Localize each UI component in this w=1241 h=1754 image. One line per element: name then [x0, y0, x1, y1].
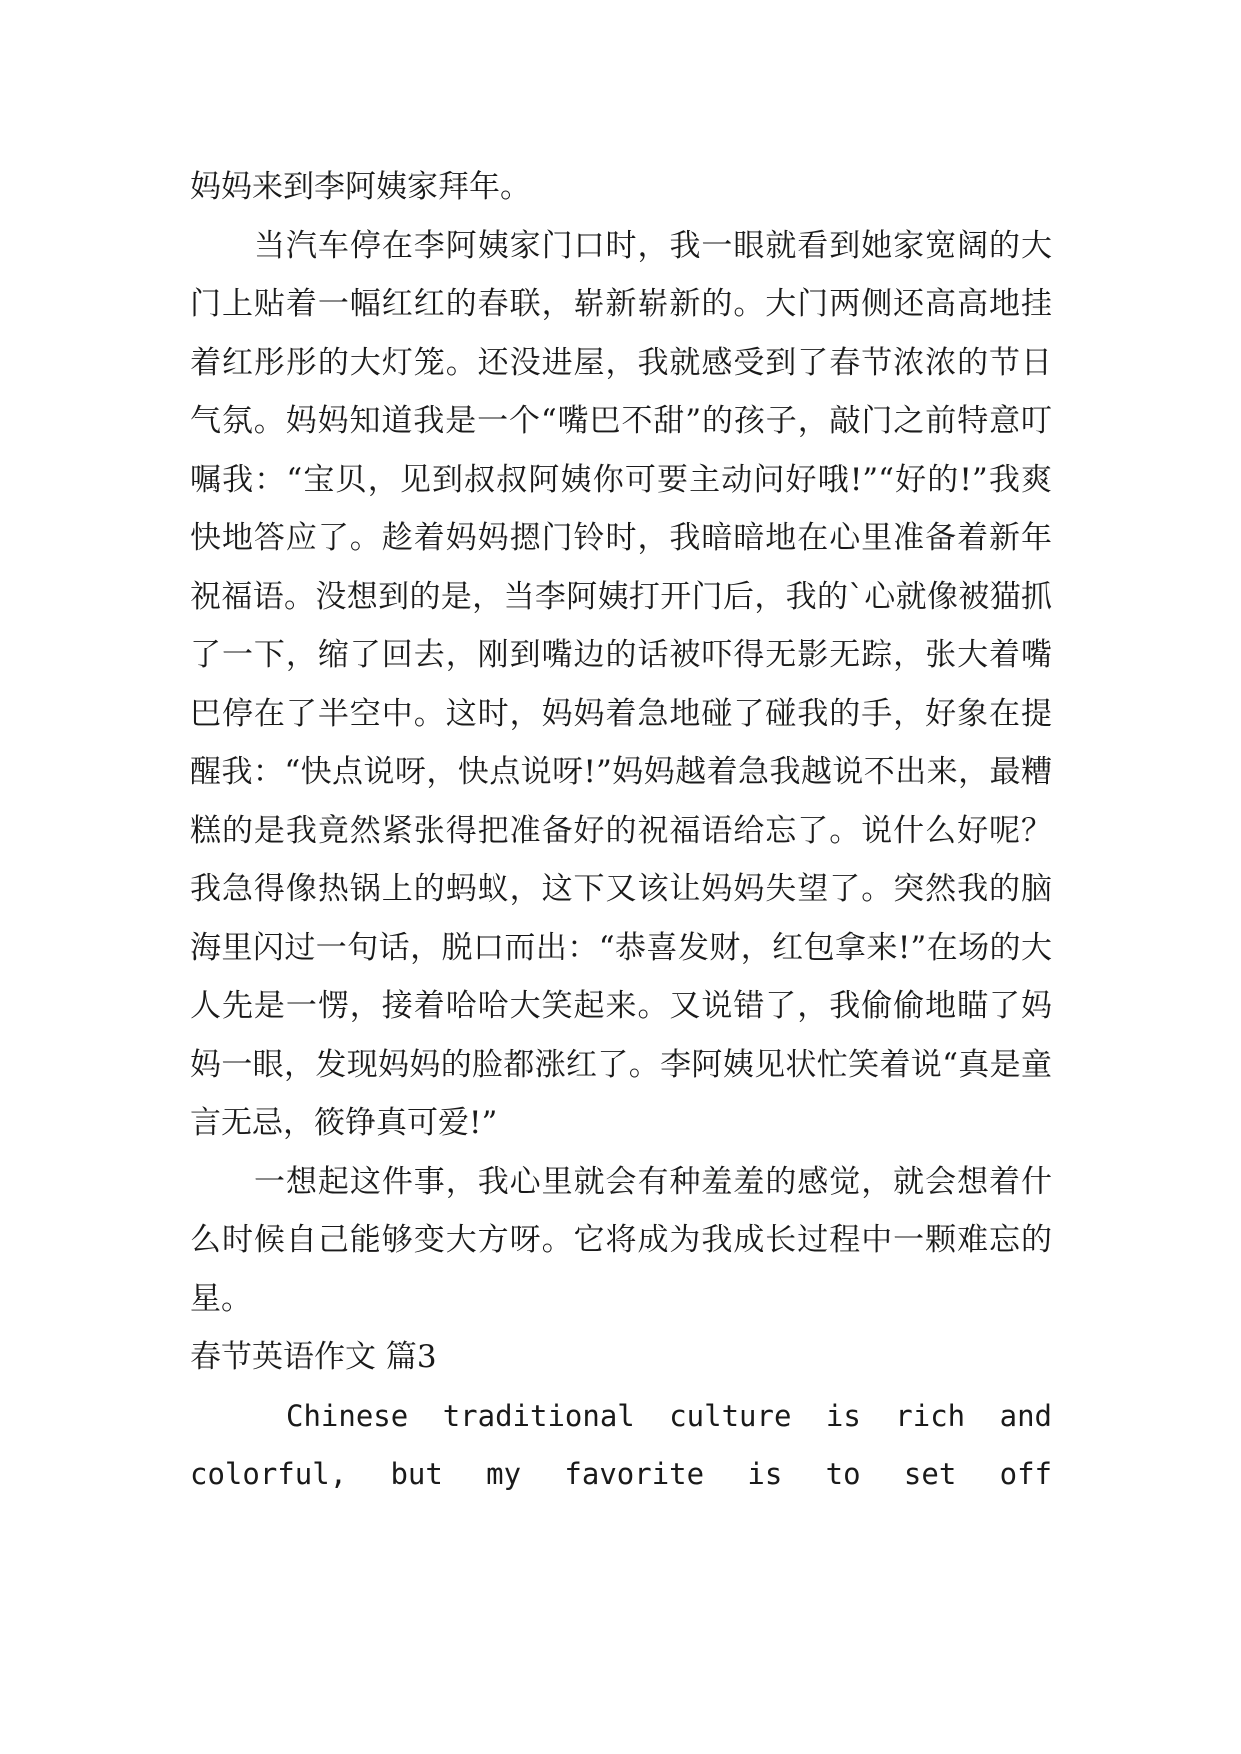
- article-body: [190, 158, 1052, 1504]
- english-line-1: Chinese traditional culture is rich and: [286, 1398, 1052, 1433]
- paragraph-reflection: 一想起这件事，我心里就会有种羞羞的感觉，就会想着什么时候自己能够变大方呀。它将成为我成长过程中一颗难忘的星。: [190, 1163, 1052, 1317]
- paragraph-continuation: 妈妈来到李阿姨家拜年。: [190, 169, 531, 205]
- english-line-2: colorful, but my favorite is to set off: [190, 1457, 1052, 1491]
- section-heading: 春节英语作文 篇3: [190, 1339, 437, 1375]
- paragraph-story: 当汽车停在李阿姨家门口时，我一眼就看到她家宽阔的大门上贴着一幅红红的春联，崭新崭新的。大门两侧还高高地挂着红彤彤的大灯笼。还没进屋，我就感受到了春节浓浓的节日气氛。妈妈知道我是一个“嘴巴不甜”的孩子，敲门之前特意叮嘱我：“宝贝，见到叔叔阿姨你可要主动问好哦!”“好的!”我爽快地答应了。趁着妈妈摁门铃时，我暗暗地在心里准备着新年祝福语。没想到的是，当李阿姨打开门后，我的`心就像被猫抓了一下，缩了回去，刚到嘴边的话被吓得无影无踪，张大着嘴巴停在了半空中。这时，妈妈着急地碰了碰我的手，好象在提醒我：“快点说呀，快点说呀!”妈妈越着急我越说不出来，最糟糕的是我竟然紧张得把准备好的祝福语给忘了。说什么好呢？我急得像热锅上的蚂蚁，这下又该让妈妈失望了。突然我的脑海里闪过一句话，脱口而出：“恭喜发财，红包拿来!”在场的大人先是一愣，接着哈哈大笑起来。又说错了，我偷偷地瞄了妈妈一眼，发现妈妈的脸都涨红了。李阿姨见状忙笑着说“真是童言无忌，筱铮真可爱!”: [190, 227, 1052, 1141]
